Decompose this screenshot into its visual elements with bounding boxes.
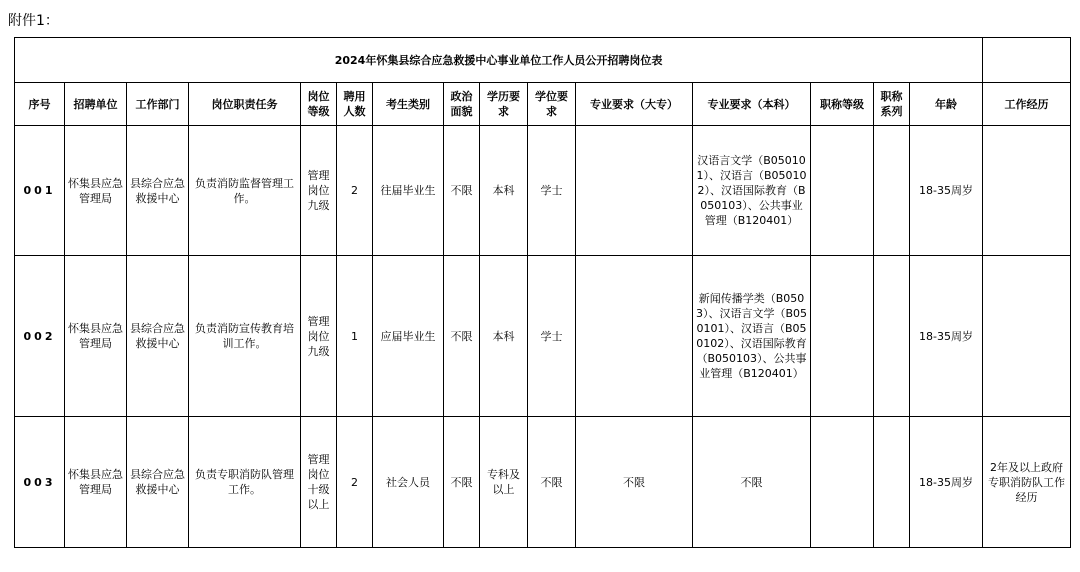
header-serial: 序号 bbox=[15, 83, 65, 126]
cell-major-bachelor: 不限 bbox=[693, 417, 811, 548]
cell-experience: 2年及以上政府专职消防队工作经历 bbox=[983, 417, 1071, 548]
cell-experience bbox=[983, 126, 1071, 256]
cell-education: 本科 bbox=[480, 126, 528, 256]
cell-count: 2 bbox=[337, 417, 373, 548]
recruitment-table bbox=[14, 37, 1071, 548]
cell-unit: 怀集县应急管理局 bbox=[65, 417, 127, 548]
table-row bbox=[15, 126, 1071, 256]
title-blank-cell bbox=[983, 38, 1071, 83]
cell-title-series bbox=[874, 126, 910, 256]
cell-serial: 001 bbox=[15, 126, 65, 256]
header-education: 学历要求 bbox=[480, 83, 528, 126]
cell-serial: 003 bbox=[15, 417, 65, 548]
cell-serial: 002 bbox=[15, 256, 65, 417]
header-title-level: 职称等级 bbox=[811, 83, 874, 126]
cell-major-college bbox=[576, 256, 693, 417]
header-degree: 学位要求 bbox=[528, 83, 576, 126]
cell-experience bbox=[983, 256, 1071, 417]
cell-unit: 怀集县应急管理局 bbox=[65, 256, 127, 417]
cell-title-level bbox=[811, 256, 874, 417]
header-experience: 工作经历 bbox=[983, 83, 1071, 126]
header-unit: 招聘单位 bbox=[65, 83, 127, 126]
cell-candidate-type: 往届毕业生 bbox=[373, 126, 444, 256]
header-row bbox=[15, 83, 1071, 126]
cell-count: 2 bbox=[337, 126, 373, 256]
header-count: 聘用人数 bbox=[337, 83, 373, 126]
cell-grade: 管理岗位九级 bbox=[301, 256, 337, 417]
cell-major-college: 不限 bbox=[576, 417, 693, 548]
cell-major-bachelor: 汉语言文学（B050101）、汉语言（B050102）、汉语国际教育（B050103）、公共事业管理（B120401） bbox=[693, 126, 811, 256]
cell-title-level bbox=[811, 417, 874, 548]
cell-education: 本科 bbox=[480, 256, 528, 417]
header-major-bachelor: 专业要求（本科） bbox=[693, 83, 811, 126]
cell-title-level bbox=[811, 126, 874, 256]
header-title-series: 职称系列 bbox=[874, 83, 910, 126]
cell-major-bachelor: 新闻传播学类（B0503）、汉语言文学（B050101）、汉语言（B050102）、汉语国际教育（B050103）、公共事业管理（B120401） bbox=[693, 256, 811, 417]
table-row bbox=[15, 417, 1071, 548]
cell-count: 1 bbox=[337, 256, 373, 417]
cell-political: 不限 bbox=[444, 126, 480, 256]
table-title: 2024年怀集县综合应急救援中心事业单位工作人员公开招聘岗位表 bbox=[15, 38, 983, 83]
cell-major-college bbox=[576, 126, 693, 256]
header-major-college: 专业要求（大专） bbox=[576, 83, 693, 126]
cell-degree: 不限 bbox=[528, 417, 576, 548]
cell-candidate-type: 社会人员 bbox=[373, 417, 444, 548]
cell-title-series bbox=[874, 417, 910, 548]
cell-duties: 负责消防宣传教育培训工作。 bbox=[189, 256, 301, 417]
cell-education: 专科及以上 bbox=[480, 417, 528, 548]
cell-age: 18-35周岁 bbox=[910, 256, 983, 417]
header-political: 政治面貌 bbox=[444, 83, 480, 126]
header-department: 工作部门 bbox=[127, 83, 189, 126]
annex-label: 附件1： bbox=[8, 13, 59, 29]
table-row bbox=[15, 256, 1071, 417]
cell-department: 县综合应急救援中心 bbox=[127, 126, 189, 256]
cell-age: 18-35周岁 bbox=[910, 417, 983, 548]
header-candidate-type: 考生类别 bbox=[373, 83, 444, 126]
header-age: 年龄 bbox=[910, 83, 983, 126]
cell-political: 不限 bbox=[444, 256, 480, 417]
header-grade: 岗位等级 bbox=[301, 83, 337, 126]
cell-political: 不限 bbox=[444, 417, 480, 548]
cell-duties: 负责专职消防队管理工作。 bbox=[189, 417, 301, 548]
cell-degree: 学士 bbox=[528, 126, 576, 256]
cell-department: 县综合应急救援中心 bbox=[127, 417, 189, 548]
cell-candidate-type: 应届毕业生 bbox=[373, 256, 444, 417]
cell-grade: 管理岗位九级 bbox=[301, 126, 337, 256]
header-duties: 岗位职责任务 bbox=[189, 83, 301, 126]
cell-title-series bbox=[874, 256, 910, 417]
cell-department: 县综合应急救援中心 bbox=[127, 256, 189, 417]
cell-grade: 管理岗位十级以上 bbox=[301, 417, 337, 548]
cell-degree: 学士 bbox=[528, 256, 576, 417]
cell-duties: 负责消防监督管理工作。 bbox=[189, 126, 301, 256]
cell-age: 18-35周岁 bbox=[910, 126, 983, 256]
cell-unit: 怀集县应急管理局 bbox=[65, 126, 127, 256]
